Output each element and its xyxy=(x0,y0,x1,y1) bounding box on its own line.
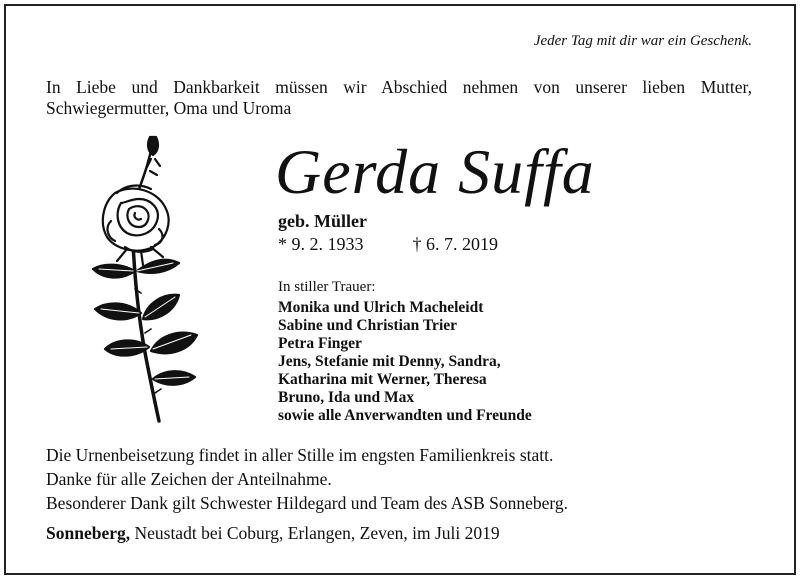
place-date-line xyxy=(46,523,500,544)
mourner-line: sowie alle Anverwandten und Freunde xyxy=(278,407,532,424)
maiden-name: geb. Müller xyxy=(278,211,367,231)
motto-quote: Jeder Tag mit dir war ein Geschenk. xyxy=(533,33,752,49)
mourner-line: Monika und Ulrich Macheleidt xyxy=(278,299,484,316)
closing-text xyxy=(46,443,568,515)
mourning-label: In stiller Trauer: xyxy=(278,279,376,295)
burial-note: Die Urnenbeisetzung findet in aller Stille im engsten Familienkreis statt. xyxy=(46,445,554,465)
mourners-list xyxy=(278,299,532,425)
mourner-line: Petra Finger xyxy=(278,335,362,352)
place-rest: Neustadt bei Coburg, Erlangen, Zeven, im Juli 2019 xyxy=(130,523,500,543)
deceased-name: Gerda Suffa xyxy=(275,136,595,207)
mourner-line: Bruno, Ida und Max xyxy=(278,389,415,406)
intro-text: In Liebe und Dankbarkeit müssen wir Abschied nehmen von unserer lieben Mutter, Schwiegermutter, Oma und Uroma xyxy=(46,77,752,118)
special-thanks-note: Besonderer Dank gilt Schwester Hildegard und Team des ASB Sonneberg. xyxy=(46,493,569,513)
rose-icon xyxy=(55,133,215,425)
thanks-note: Danke für alle Zeichen der Anteilnahme. xyxy=(46,469,332,489)
place-town: Sonneberg, xyxy=(46,523,131,543)
mourner-line: Sabine und Christian Trier xyxy=(278,317,458,334)
life-dates xyxy=(278,234,498,255)
birth-date: * 9. 2. 1933 xyxy=(278,234,364,254)
mourner-line: Katharina mit Werner, Theresa xyxy=(278,371,487,388)
mourner-line: Jens, Stefanie mit Denny, Sandra, xyxy=(278,353,501,370)
death-date: † 6. 7. 2019 xyxy=(412,234,498,254)
